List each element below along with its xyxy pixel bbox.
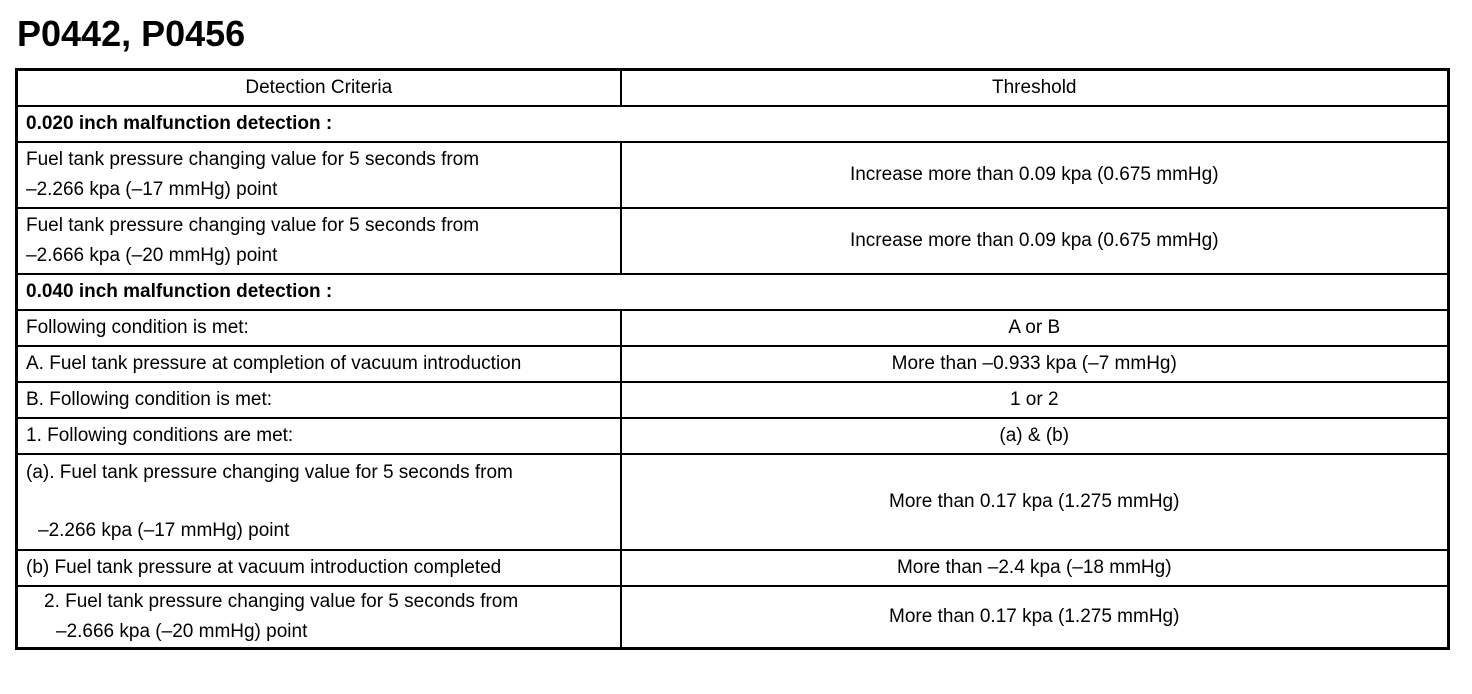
- threshold-cell: More than 0.17 kpa (1.275 mmHg): [621, 454, 1449, 550]
- threshold-cell: A or B: [621, 310, 1449, 346]
- section-heading-row: [17, 106, 1449, 142]
- criteria-cell: [17, 142, 621, 208]
- threshold-cell: Increase more than 0.09 kpa (0.675 mmHg): [621, 208, 1449, 274]
- detection-criteria-table: [15, 68, 1450, 650]
- header-threshold: Threshold: [621, 70, 1449, 107]
- page-title: P0442, P0456: [17, 13, 246, 54]
- criteria-line: Fuel tank pressure changing value for 5 seconds from: [26, 149, 480, 170]
- criteria-cell: [17, 586, 621, 649]
- table-row: [17, 142, 1449, 208]
- table-row: [17, 382, 1449, 418]
- criteria-cell: 1. Following conditions are met:: [17, 418, 621, 454]
- header-detection-criteria: Detection Criteria: [17, 70, 621, 107]
- criteria-cell: (b) Fuel tank pressure at vacuum introduction completed: [17, 550, 621, 586]
- table-header-row: [17, 70, 1449, 107]
- criteria-line: (a). Fuel tank pressure changing value for 5 seconds from: [26, 462, 513, 483]
- criteria-cell: [17, 454, 621, 550]
- threshold-cell: More than 0.17 kpa (1.275 mmHg): [621, 586, 1449, 649]
- criteria-line: –2.266 kpa (–17 mmHg) point: [38, 520, 290, 541]
- table-row: [17, 310, 1449, 346]
- threshold-cell: Increase more than 0.09 kpa (0.675 mmHg): [621, 142, 1449, 208]
- criteria-cell: A. Fuel tank pressure at completion of vacuum introduction: [17, 346, 621, 382]
- table-row: [17, 586, 1449, 649]
- table-row: [17, 550, 1449, 586]
- criteria-cell: [17, 208, 621, 274]
- table-row: [17, 418, 1449, 454]
- section-heading-row: [17, 274, 1449, 310]
- table-row: [17, 346, 1449, 382]
- threshold-cell: 1 or 2: [621, 382, 1449, 418]
- criteria-line: Fuel tank pressure changing value for 5 seconds from: [26, 215, 480, 236]
- criteria-line: –2.666 kpa (–20 mmHg) point: [56, 621, 308, 642]
- section-heading-0040: 0.040 inch malfunction detection :: [17, 274, 1449, 310]
- criteria-line: –2.266 kpa (–17 mmHg) point: [26, 179, 278, 200]
- section-heading-0020: 0.020 inch malfunction detection :: [17, 106, 1449, 142]
- table-row: [17, 208, 1449, 274]
- criteria-cell: B. Following condition is met:: [17, 382, 621, 418]
- table-row: [17, 454, 1449, 550]
- criteria-cell: Following condition is met:: [17, 310, 621, 346]
- threshold-cell: (a) & (b): [621, 418, 1449, 454]
- criteria-line: 2. Fuel tank pressure changing value for 5 seconds from: [44, 591, 519, 612]
- criteria-line: –2.666 kpa (–20 mmHg) point: [26, 245, 278, 266]
- threshold-cell: More than –0.933 kpa (–7 mmHg): [621, 346, 1449, 382]
- threshold-cell: More than –2.4 kpa (–18 mmHg): [621, 550, 1449, 586]
